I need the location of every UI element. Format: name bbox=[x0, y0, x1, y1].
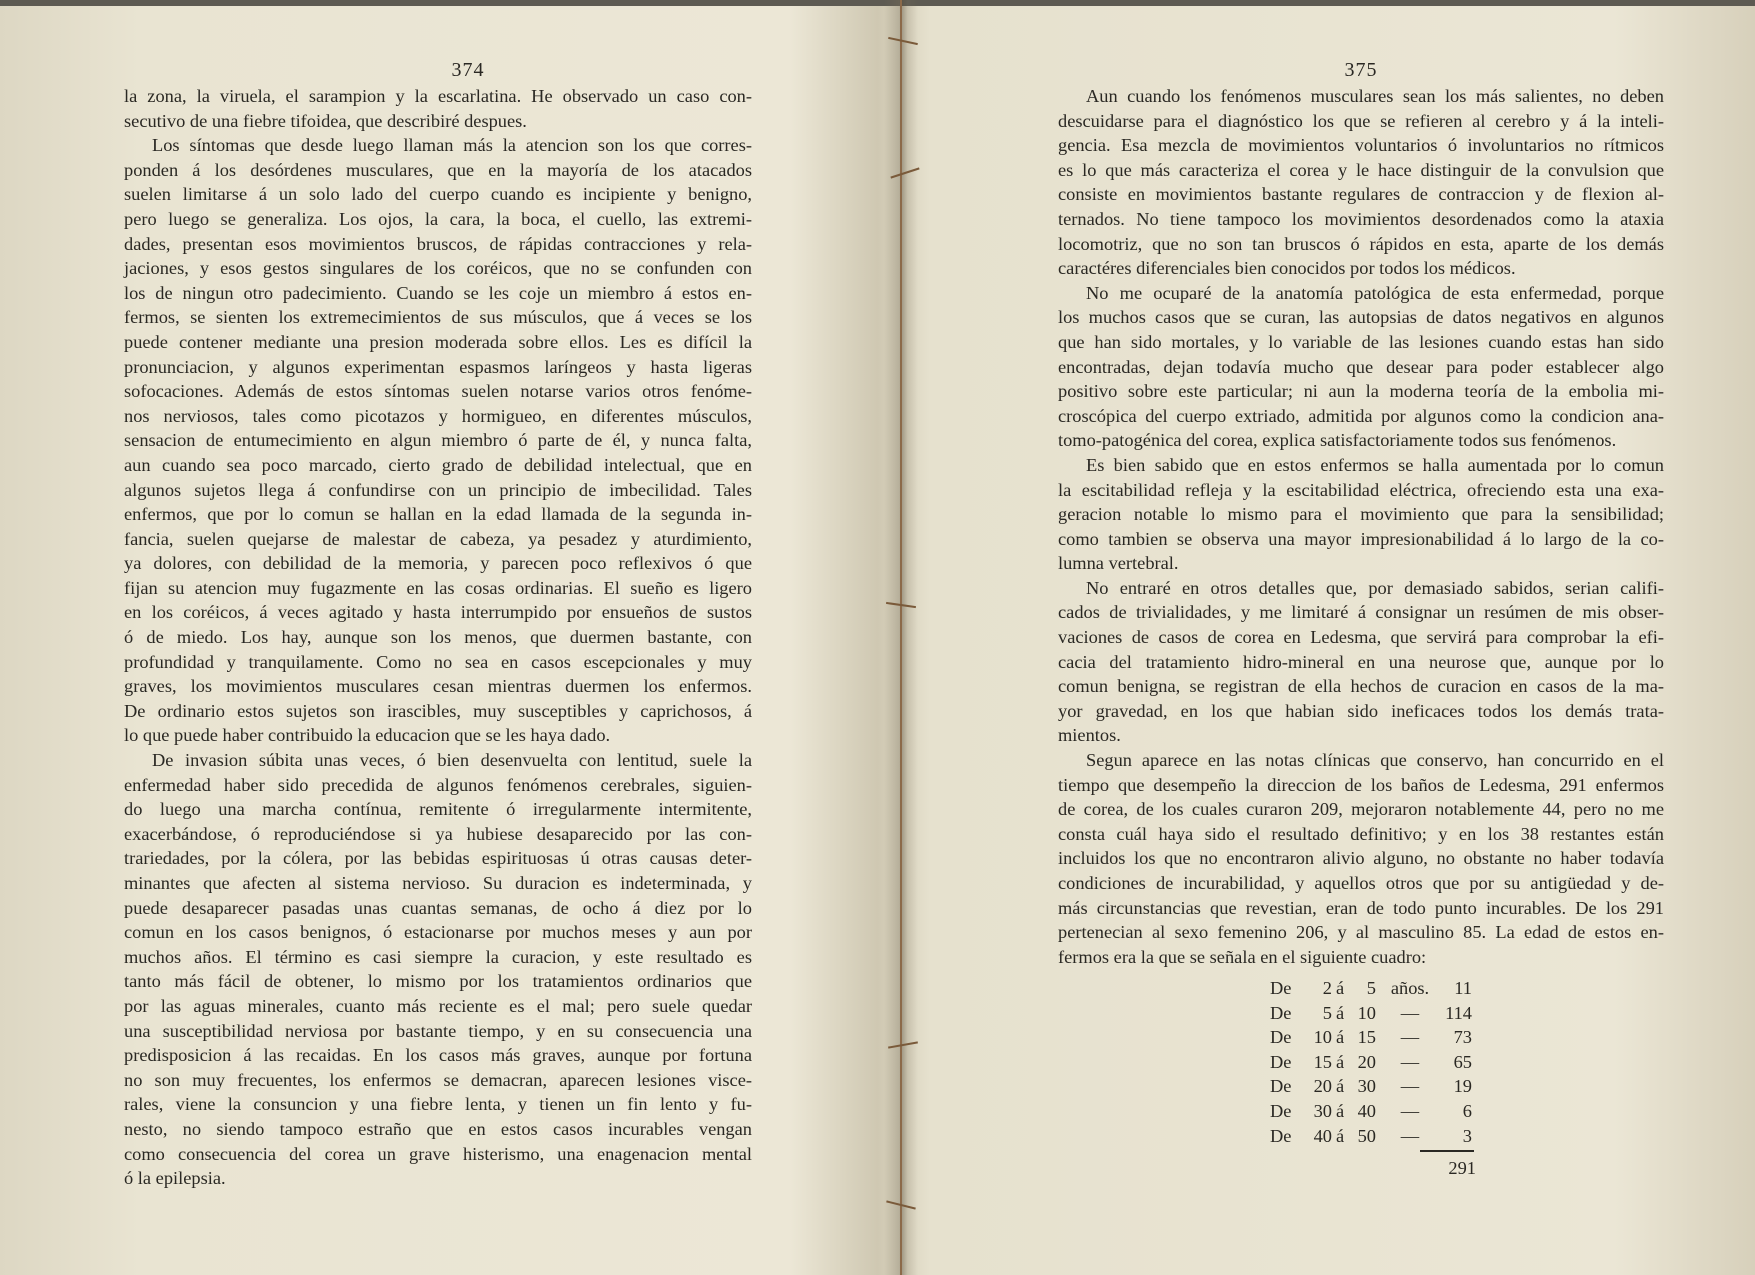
text-line: No me ocuparé de la anatomía patológica de esta enfermedad, porque bbox=[1086, 282, 1664, 303]
table-cell-unit: años. bbox=[1390, 978, 1430, 998]
table-cell-to: 50 bbox=[1357, 1125, 1376, 1146]
text-line: como consecuencia del corea un grave histerismo, una enagenacion mental bbox=[124, 1143, 752, 1164]
text-line: fermos, se sienten los extremecimientos de sus músculos, que á veces se los bbox=[124, 307, 752, 328]
text-line: cacia del tratamiento hidro-mineral en una neurose que, aunque por lo bbox=[1058, 651, 1664, 672]
table-cell-count: 73 bbox=[1453, 1027, 1472, 1048]
table-cell-to: 30 bbox=[1357, 1076, 1376, 1097]
text-line: no son muy frecuentes, los enfermos se demacran, aparecen lesiones visce- bbox=[124, 1069, 752, 1090]
table-cell-sep: á bbox=[1336, 1002, 1345, 1023]
text-line: dades, presentan esos movimientos bruscos, de rápidas contracciones y rela- bbox=[124, 233, 752, 254]
text-line: suelen limitarse á un solo lado del cuerpo cuando es incipiente y benigno, bbox=[124, 184, 752, 205]
text-line: es lo que más caracteriza el corea y le hace distinguir de la convulsion que bbox=[1058, 159, 1664, 180]
text-line: caractéres diferenciales bien conocidos por todos los médicos. bbox=[1058, 258, 1516, 279]
text-line: condiciones de incurabilidad, y aquellos otros que por su antigüedad y de- bbox=[1058, 873, 1664, 893]
table-cell-count: 3 bbox=[1462, 1125, 1472, 1146]
text-line: yor gravedad, en los que habian sido ineficaces todos los demás trata- bbox=[1058, 700, 1664, 721]
text-line: positivo sobre este particular; ni aun la moderna teoría de la embolia mi- bbox=[1058, 381, 1664, 402]
text-line: enfermedad haber sido precedida de algunos fenómenos cerebrales, siguien- bbox=[124, 774, 752, 795]
table-cell-sep: á bbox=[1336, 1051, 1345, 1072]
table-cell-unit: — bbox=[1400, 1002, 1420, 1023]
table-cell-unit: — bbox=[1400, 1100, 1420, 1121]
table-cell-sep: á bbox=[1336, 1076, 1345, 1097]
text-line: enfermos, que por lo comun se hallan en la edad llamada de la segunda in- bbox=[124, 504, 752, 525]
table-cell-sep: á bbox=[1336, 1125, 1345, 1146]
table-cell-to: 40 bbox=[1357, 1100, 1376, 1121]
text-line: minantes que afecten al sistema nervioso. Su duracion es indeterminada, y bbox=[124, 873, 752, 893]
text-line: fermos era la que se señala en el siguiente cuadro: bbox=[1058, 946, 1427, 967]
text-line: croscópica del cuerpo extriado, admitida por algunos como la condicion ana- bbox=[1058, 405, 1664, 426]
table-cell-unit: — bbox=[1400, 1027, 1420, 1048]
text-line: De ordinario estos sujetos son irascibles, muy susceptibles y caprichosos, á bbox=[124, 700, 752, 721]
table-cell-from: 30 bbox=[1313, 1100, 1332, 1121]
text-line: ternados. No tiene tampoco los movimientos desordenados como la ataxia bbox=[1058, 208, 1664, 229]
table-row bbox=[1270, 1025, 1470, 1050]
text-line: exacerbándose, ó reproduciéndose si ya hubiese desaparecido por las con- bbox=[124, 823, 752, 844]
text-line: fijan su atencion muy fugazmente en las cosas ordinarias. El sueño es ligero bbox=[124, 577, 752, 598]
table-cell-unit: — bbox=[1400, 1051, 1420, 1072]
table-row bbox=[1270, 1074, 1470, 1099]
text-line: profundidad y tranquilamente. Como no sea en casos escepcionales y muy bbox=[124, 651, 752, 672]
text-line: puede desaparecer pasadas unas cuantas semanas, de ocho á diez por lo bbox=[124, 897, 752, 918]
table-cell-to: 5 bbox=[1366, 978, 1376, 998]
text-line: Segun aparece en las notas clínicas que conservo, han concurrido en el bbox=[1086, 750, 1664, 771]
text-line: encontradas, dejan todavía mucho que desear para poder establecer algo bbox=[1058, 356, 1664, 377]
table-cell-count: 11 bbox=[1454, 978, 1472, 998]
text-line: Los síntomas que desde luego llaman más la atencion son los que corres- bbox=[152, 135, 752, 156]
table-cell-count: 6 bbox=[1462, 1100, 1472, 1121]
table-row bbox=[1270, 1050, 1470, 1075]
text-line: comun benigna, se registran de ella hechos de curacion en casos de la ma- bbox=[1058, 676, 1664, 697]
page-number: 374 bbox=[451, 59, 485, 81]
table-cell-to: 10 bbox=[1357, 1002, 1376, 1023]
text-line: la escitabilidad refleja y la escitabilidad eléctrica, ofreciendo esta una exa- bbox=[1058, 479, 1664, 500]
text-line: incluidos los que no encontraron alivio alguno, no obstante no haber todavía bbox=[1058, 848, 1664, 869]
text-line: pronunciacion, y algunos experimentan espasmos laríngeos y hasta ligeras bbox=[124, 356, 752, 377]
text-line: de corea, de los cuales curaron 209, mejoraron notablemente 44, pero no me bbox=[1058, 799, 1664, 820]
text-line: rales, viene la consuncion y una fiebre lenta, y tienen un fin lento y fu- bbox=[124, 1094, 752, 1115]
table-cell-unit: — bbox=[1400, 1076, 1420, 1097]
table-cell-from: 20 bbox=[1313, 1076, 1332, 1097]
text-line: Es bien sabido que en estos enfermos se halla aumentada por lo comun bbox=[1086, 454, 1664, 475]
table-cell-de: De bbox=[1270, 1002, 1292, 1023]
binding-thread bbox=[900, 0, 902, 1275]
table-cell-from: 2 bbox=[1322, 978, 1332, 998]
text-line: cados de trivialidades, y me limitaré á consignar un resúmen de mis obser- bbox=[1058, 602, 1664, 623]
text-line: sofocaciones. Además de estos síntomas suelen notarse varios otros fenóme- bbox=[124, 381, 752, 402]
table-cell-de: De bbox=[1270, 1051, 1292, 1072]
text-line: algunos sujetos llega á confundirse con un principio de imbecilidad. Tales bbox=[124, 479, 752, 500]
text-line: una susceptibilidad nerviosa por bastante tiempo, y en su consecuencia una bbox=[124, 1020, 752, 1041]
text-line: descuidarse para el diagnóstico los que se refieren al cerebro y á la inteli- bbox=[1058, 110, 1664, 131]
text-line: pero luego se generaliza. Los ojos, la cara, la boca, el cuello, las extremi- bbox=[124, 208, 752, 229]
text-line: puede contener mediante una presion moderada sobre ellos. Les es difícil la bbox=[124, 331, 752, 352]
text-line: jaciones, y esos gestos singulares de los coréicos, que no se confunden con bbox=[124, 258, 752, 279]
text-line: en los coréicos, á veces agitado y hasta interrumpido por ensueños de sustos bbox=[124, 602, 752, 623]
table-cell-de: De bbox=[1270, 1076, 1292, 1097]
right-page bbox=[1058, 58, 1664, 969]
text-line: No entraré en otros detalles que, por demasiado sabidos, serian califi- bbox=[1086, 577, 1664, 598]
text-line: ó la epilepsia. bbox=[124, 1168, 226, 1189]
table-cell-from: 10 bbox=[1313, 1027, 1332, 1048]
text-line: trariedades, por la cólera, por las bebidas espirituosas ú otras causas deter- bbox=[124, 848, 752, 869]
text-line: tanto más fácil de obtener, lo mismo por los tratamientos ordinarios que bbox=[124, 971, 752, 992]
text-line: lumna vertebral. bbox=[1058, 553, 1179, 574]
text-line: graves, los movimientos musculares cesan mientras duermen los enfermos. bbox=[124, 676, 752, 697]
scan-top-edge bbox=[0, 0, 1755, 6]
left-page-body bbox=[124, 84, 752, 1191]
text-line: ó de miedo. Los hay, aunque son los menos, que duermen bastante, con bbox=[124, 627, 752, 648]
table-cell-count: 19 bbox=[1453, 1076, 1472, 1097]
text-line: gencia. Esa mezcla de movimientos voluntarios ó involuntarios no rítmicos bbox=[1058, 135, 1664, 156]
text-line: pertenecian al sexo femenino 206, y al masculino 85. La edad de estos en- bbox=[1058, 922, 1664, 943]
text-line: nesto, no siendo tampoco estraño que en estos casos incurables vengan bbox=[124, 1118, 752, 1139]
table-row bbox=[1270, 1099, 1470, 1124]
table-cell-sep: á bbox=[1336, 978, 1345, 998]
text-line: consta cuál haya sido el resultado definitivo; y en los 38 restantes están bbox=[1058, 823, 1664, 844]
table-cell-to: 15 bbox=[1357, 1027, 1376, 1048]
table-cell-de: De bbox=[1270, 1125, 1292, 1146]
text-line: tomo-patogénica del corea, explica satisfactoriamente todos sus fenómenos. bbox=[1058, 430, 1617, 451]
age-table bbox=[1270, 976, 1470, 1148]
text-line: do luego una marcha contínua, remitente ó irregularmente intermitente, bbox=[124, 799, 752, 820]
text-line: que han sido mortales, y lo variable de las lesiones cuando estas han sido bbox=[1058, 331, 1664, 352]
sum-rule bbox=[1420, 1150, 1474, 1152]
text-line: consiste en movimientos bastante regulares de contraccion y de flexion al- bbox=[1058, 184, 1664, 205]
table-cell-de: De bbox=[1270, 978, 1292, 998]
text-line: sensacion de entumecimiento en algun miembro ó parte de él, y nunca falta, bbox=[124, 430, 752, 451]
text-line: como tambien se observa una mayor impresionabilidad á lo largo de la co- bbox=[1058, 528, 1664, 549]
text-line: ponden á los desórdenes musculares, que en la mayoría de los atacados bbox=[124, 159, 752, 180]
text-line: tiempo que desempeño la direccion de los baños de Ledesma, 291 enfermos bbox=[1058, 774, 1664, 795]
text-line: geracion notable lo mismo para el movimiento que para la sensibilidad; bbox=[1058, 504, 1664, 525]
table-cell-sep: á bbox=[1336, 1100, 1345, 1121]
text-line: lo que puede haber contribuido la educacion que se les haya dado. bbox=[124, 725, 611, 746]
page-number: 375 bbox=[1344, 59, 1378, 81]
table-cell-from: 5 bbox=[1322, 1002, 1332, 1023]
table-row bbox=[1270, 1124, 1470, 1149]
text-line: secutivo de una fiebre tifoidea, que describiré despues. bbox=[124, 110, 527, 131]
text-line: los de ningun otro padecimiento. Cuando se les coje un miembro á estos en- bbox=[124, 282, 752, 303]
text-line: aun cuando sea poco marcado, cierto grado de debilidad intelectual, que en bbox=[124, 454, 752, 475]
table-row bbox=[1270, 1001, 1470, 1026]
age-table-total: 291 bbox=[1448, 1158, 1476, 1178]
table-row bbox=[1270, 976, 1470, 1001]
text-line: más circunstancias que revestian, eran de todo punto incurables. De los 291 bbox=[1058, 897, 1664, 918]
text-line: la zona, la viruela, el sarampion y la escarlatina. He observado un caso con- bbox=[124, 86, 752, 106]
table-cell-from: 40 bbox=[1313, 1125, 1332, 1146]
text-line: comun en los casos benignos, ó estacionarse por muchos meses y aun por bbox=[124, 922, 752, 943]
table-cell-from: 15 bbox=[1313, 1051, 1332, 1072]
table-cell-de: De bbox=[1270, 1100, 1292, 1121]
right-page-body bbox=[1058, 84, 1664, 969]
text-line: predisposicion á las recaidas. En los casos más graves, aunque por fortuna bbox=[124, 1045, 752, 1066]
table-cell-to: 20 bbox=[1357, 1051, 1376, 1072]
table-cell-count: 114 bbox=[1445, 1002, 1472, 1023]
text-line: ya dolores, con debilidad de la memoria, y parecen poco reflexivos ó que bbox=[124, 553, 752, 574]
left-page bbox=[124, 58, 752, 1191]
text-line: nos nerviosos, tales como picotazos y hormigueo, en diferentes músculos, bbox=[124, 405, 752, 426]
table-cell-de: De bbox=[1270, 1027, 1292, 1048]
table-cell-sep: á bbox=[1336, 1027, 1345, 1048]
text-line: Aun cuando los fenómenos musculares sean los más salientes, no deben bbox=[1086, 86, 1664, 106]
text-line: por las aguas minerales, cuanto más reciente es el mal; pero suele quedar bbox=[124, 995, 752, 1016]
text-line: locomotriz, que no son tan bruscos ó rápidos en esta, aparte de los demás bbox=[1058, 233, 1664, 254]
text-line: mientos. bbox=[1058, 725, 1121, 746]
table-cell-count: 65 bbox=[1453, 1051, 1472, 1072]
text-line: los muchos casos que se curan, las autopsias de datos negativos en algunos bbox=[1058, 307, 1664, 328]
table-cell-unit: — bbox=[1400, 1125, 1420, 1146]
text-line: vaciones de casos de corea en Ledesma, que servirá para comprobar la efi- bbox=[1058, 627, 1664, 648]
text-line: De invasion súbita unas veces, ó bien desenvuelta con lentitud, suele la bbox=[152, 750, 752, 771]
text-line: fancia, suelen quejarse de malestar de cabeza, ya pesadez y aturdimiento, bbox=[124, 528, 752, 549]
text-line: muchos años. El término es casi siempre la curacion, y este resultado es bbox=[124, 946, 752, 967]
